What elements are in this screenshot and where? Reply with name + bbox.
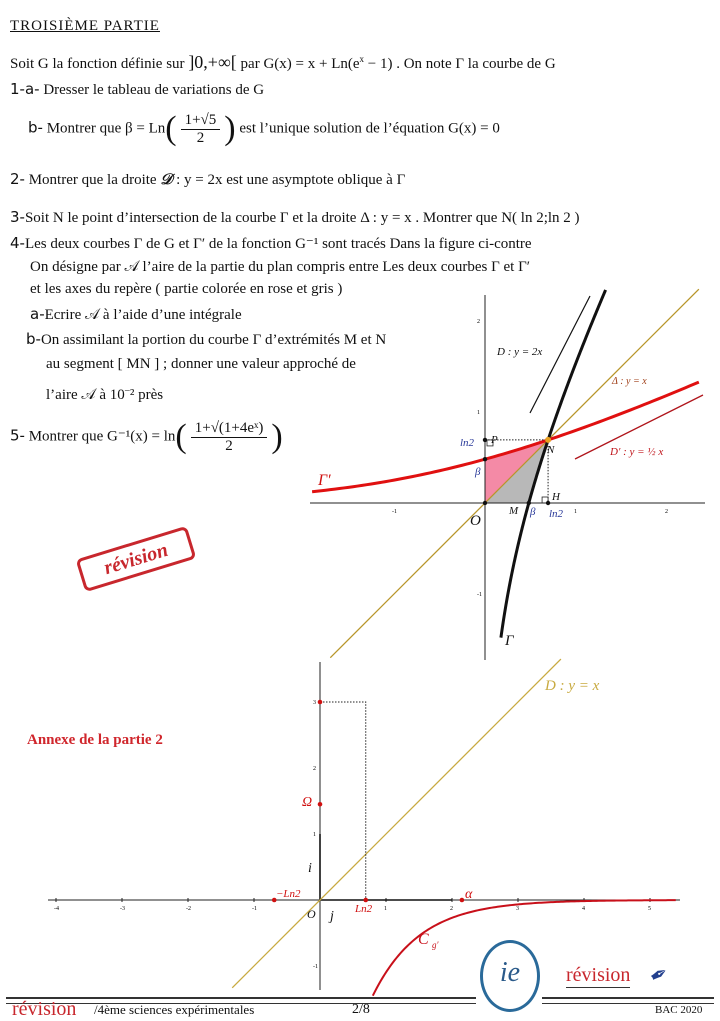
y-tick-label: -1 <box>477 592 482 598</box>
intro-exp: x <box>359 54 365 64</box>
point <box>363 898 368 903</box>
footer-page: 2/8 <box>352 1002 370 1017</box>
label-o: O <box>307 907 316 921</box>
question-number: b- <box>26 330 41 348</box>
label-p: P <box>491 434 498 446</box>
y-tick-label: -1 <box>313 964 318 970</box>
point-n <box>545 437 551 443</box>
intro-text-b: par G(x) = x + Ln(e <box>240 56 360 72</box>
question-text: Soit N le point d’intersection de la courbe Γ et la droite Δ : y = x . Montrer que N( ln 2;ln 2 ) <box>24 210 580 226</box>
question-text: Ecrire 𝒜 à l’aide d’une intégrale <box>44 307 242 323</box>
intro-text-a: Soit G la fonction définie sur <box>10 56 185 72</box>
label-h: H <box>552 491 560 503</box>
x-tick-label: 5 <box>648 906 651 912</box>
label-minus-ln2: −Ln2 <box>276 888 301 900</box>
x-tick-label: -2 <box>186 906 191 912</box>
x-tick-label: -1 <box>252 906 257 912</box>
y-tick-label: 2 <box>313 766 316 772</box>
projection-lines <box>320 702 366 900</box>
question-number: a- <box>30 305 45 323</box>
label-j: j⃗ <box>330 909 345 924</box>
point <box>483 438 487 442</box>
label-d: D : y = x <box>545 678 600 694</box>
footer-revision: révision <box>12 998 77 1020</box>
question-text-a: Montrer que β = Ln <box>46 120 166 137</box>
intro-interval: ]0,+∞[ <box>188 52 237 72</box>
label-o: O <box>470 513 481 529</box>
section-title: TROISIÈME PARTIE <box>10 18 160 34</box>
fraction-denominator: 2 <box>225 437 233 454</box>
label-m: M <box>509 505 519 517</box>
question-4b-line-c: l’aire 𝒜 à 10⁻² près <box>46 387 164 403</box>
annexe-title: Annexe de la partie 2 <box>27 732 163 748</box>
x-tick-label: 2 <box>450 906 453 912</box>
question-text: Les deux courbes Γ de G et Γ′ de la fonction G⁻¹ sont tracés Dans la figure ci-contre <box>24 236 532 252</box>
footer-bac: BAC 2020 <box>655 1004 703 1016</box>
x-tick-label: -3 <box>120 906 125 912</box>
x-tick-label: 1 <box>384 906 387 912</box>
question-text: Montrer que G⁻¹(x) = ln <box>28 428 176 445</box>
question-text-b: est l’unique solution de l’équation G(x) = 0 <box>239 120 500 137</box>
x-tick-label: 4 <box>582 906 585 912</box>
label-n: N <box>547 444 555 456</box>
fraction-numerator: 1+√5 <box>181 112 221 130</box>
x-tick-label: 1 <box>574 509 577 515</box>
label-cg-sub: g′ <box>432 940 439 950</box>
logo-revision: révision <box>566 964 631 986</box>
label-omega: Ω <box>302 795 313 810</box>
question-number: 4- <box>10 234 25 252</box>
question-number: b- <box>28 118 43 137</box>
logo <box>480 940 540 1012</box>
footer-class: /4ème sciences expérimentales <box>94 1002 255 1017</box>
point <box>527 501 531 505</box>
x-tick-label: 3 <box>516 906 519 912</box>
question-text-b: : y = 2x est une asymptote oblique à Γ <box>176 172 406 188</box>
question-text-a: Montrer que la droite <box>28 172 157 188</box>
intro-text-c: − 1) . On note Γ la courbe de G <box>367 56 556 72</box>
y-tick-label: 3 <box>313 700 316 706</box>
logo-text: ie <box>499 957 521 988</box>
line-d <box>232 659 561 988</box>
label-d-prime: D′ : y = ½ x <box>610 446 664 458</box>
y-tick-label: 1 <box>313 832 316 838</box>
x-tick-label: -1 <box>392 509 397 515</box>
label-ln2-y: ln2 <box>460 437 475 449</box>
point <box>318 700 323 705</box>
question-4b-line-b: au segment [ MN ] ; donner une valeur approché de <box>46 356 356 372</box>
question-4-line-c: et les axes du repère ( partie colorée en rose et gris ) <box>30 281 343 297</box>
question-number: 3- <box>10 208 25 226</box>
point <box>318 802 323 807</box>
label-cg: C <box>418 931 429 948</box>
question-5: 5- Montrer que G⁻¹(x) = ln( $\frac{\text{1+√(1+4eˣ)}}{2}$ ) <box>10 418 283 455</box>
pen-icon: ✒ <box>644 959 674 991</box>
question-number: 1-a- <box>10 80 40 98</box>
label-delta: Δ : y = x <box>612 376 647 387</box>
question-1b: b- Montrer que β = Ln( $\frac{1+√5}{2}$ ) est l’unique solution de l’équation G(x) = 0 <box>28 110 500 147</box>
y-tick-label: 2 <box>477 319 480 325</box>
label-alpha: α <box>465 887 473 902</box>
point <box>483 501 487 505</box>
label-gamma-prime: Γ′ <box>318 472 331 489</box>
label-gamma: Γ <box>505 633 514 649</box>
question-4-line-b: On désigne par 𝒜 l’aire de la partie du plan compris entre Les deux courbes Γ et Γ′ <box>30 259 531 275</box>
x-tick-label: 2 <box>665 509 668 515</box>
point <box>546 501 550 505</box>
question-number: 5- <box>10 426 25 445</box>
delta-line <box>330 289 699 658</box>
question-text: Dresser le tableau de variations de G <box>43 82 265 98</box>
label-ln2: Ln2 <box>355 903 373 915</box>
fraction-denominator: 2 <box>196 129 205 146</box>
fraction-numerator: 1+√(1+4eˣ) <box>191 420 268 438</box>
label-ln2-x: ln2 <box>549 508 564 520</box>
point <box>483 457 487 461</box>
question-number: 2- <box>10 170 25 188</box>
line-symbol: 𝒟 <box>160 172 173 188</box>
label-beta-y: β <box>475 466 481 478</box>
footer-rule-right <box>542 997 714 1004</box>
label-d: D : y = 2x <box>497 346 543 358</box>
point <box>460 898 465 903</box>
x-tick-label: -4 <box>54 906 59 912</box>
revision-stamp: révision <box>76 526 197 592</box>
label-beta-x: β <box>530 506 536 518</box>
question-text: On assimilant la portion du courbe Γ d’extrémités M et N <box>40 332 387 348</box>
label-i: i⃗ <box>308 861 323 876</box>
y-tick-label: 1 <box>477 410 480 416</box>
